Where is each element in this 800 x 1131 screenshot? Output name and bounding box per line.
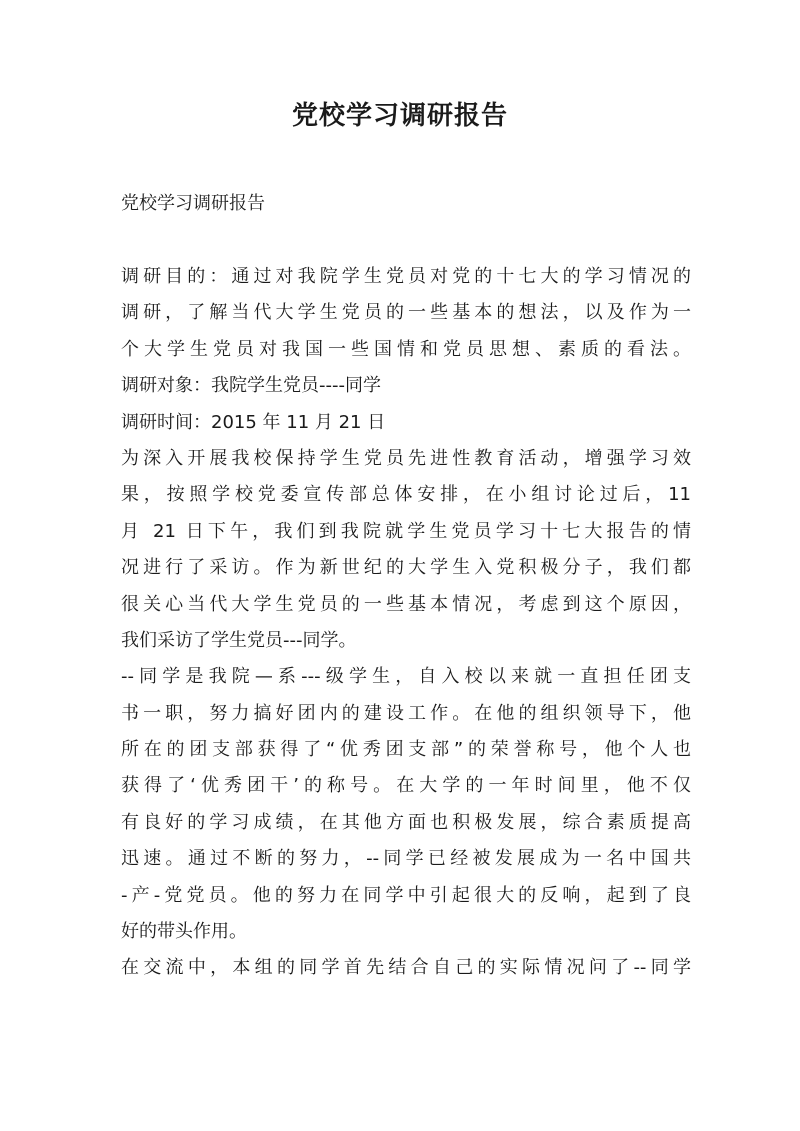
body-text-line: 调研，了解当代大学生党员的一些基本的想法，以及作为一 (121, 302, 691, 324)
body-text-line: 有良好的学习成绩，在其他方面也积极发展，综合素质提高 (121, 811, 691, 833)
body-text-line: 调研时间：2015 年 11 月 21 日 (121, 411, 386, 433)
document-title: 党校学习调研报告 (291, 101, 508, 131)
body-text-line: 果，按照学校党委宣传部总体安排，在小组讨论过后，11 (121, 484, 691, 506)
body-text-line: 迅速。通过不断的努力，--同学已经被发展成为一名中国共 (121, 848, 691, 870)
document-body (121, 259, 691, 987)
body-text-line: 很关心当代大学生党员的一些基本情况，考虑到这个原因， (121, 593, 691, 615)
body-text-line: 为深入开展我校保持学生党员先进性教育活动，增强学习效 (121, 447, 691, 469)
body-text-line: 调研目的：通过对我院学生党员对党的十七大的学习情况的 (121, 266, 691, 287)
body-text-line: 况进行了采访。作为新世纪的大学生入党积极分子，我们都 (121, 557, 691, 579)
body-text-line: 好的带头作用。 (121, 921, 247, 943)
body-text-line: 获得了‘优秀团干’的称号。在大学的一年时间里，他不仅 (121, 775, 691, 797)
body-text-line: 在交流中，本组的同学首先结合自己的实际情况问了--同学 (121, 957, 691, 979)
body-text-line: 书一职，努力搞好团内的建设工作。在他的组织领导下，他 (121, 702, 691, 724)
body-text-line: -产-党党员。他的努力在同学中引起很大的反响，起到了良 (121, 884, 691, 906)
body-text-line: 调研对象：我院学生党员----同学 (121, 375, 381, 397)
body-text-line: 月 21 日下午，我们到我院就学生党员学习十七大报告的情 (121, 520, 691, 542)
body-text-line: 我们采访了学生党员---同学。 (121, 629, 357, 651)
body-text-line: --同学是我院—系---级学生，自入校以来就一直担任团支 (121, 666, 691, 688)
body-text-line: 所在的团支部获得了“优秀团支部”的荣誉称号，他个人也 (121, 739, 691, 761)
document-subtitle: 党校学习调研报告 (121, 193, 265, 214)
body-text-line: 个大学生党员对我国一些国情和党员思想、素质的看法。 (121, 338, 691, 360)
